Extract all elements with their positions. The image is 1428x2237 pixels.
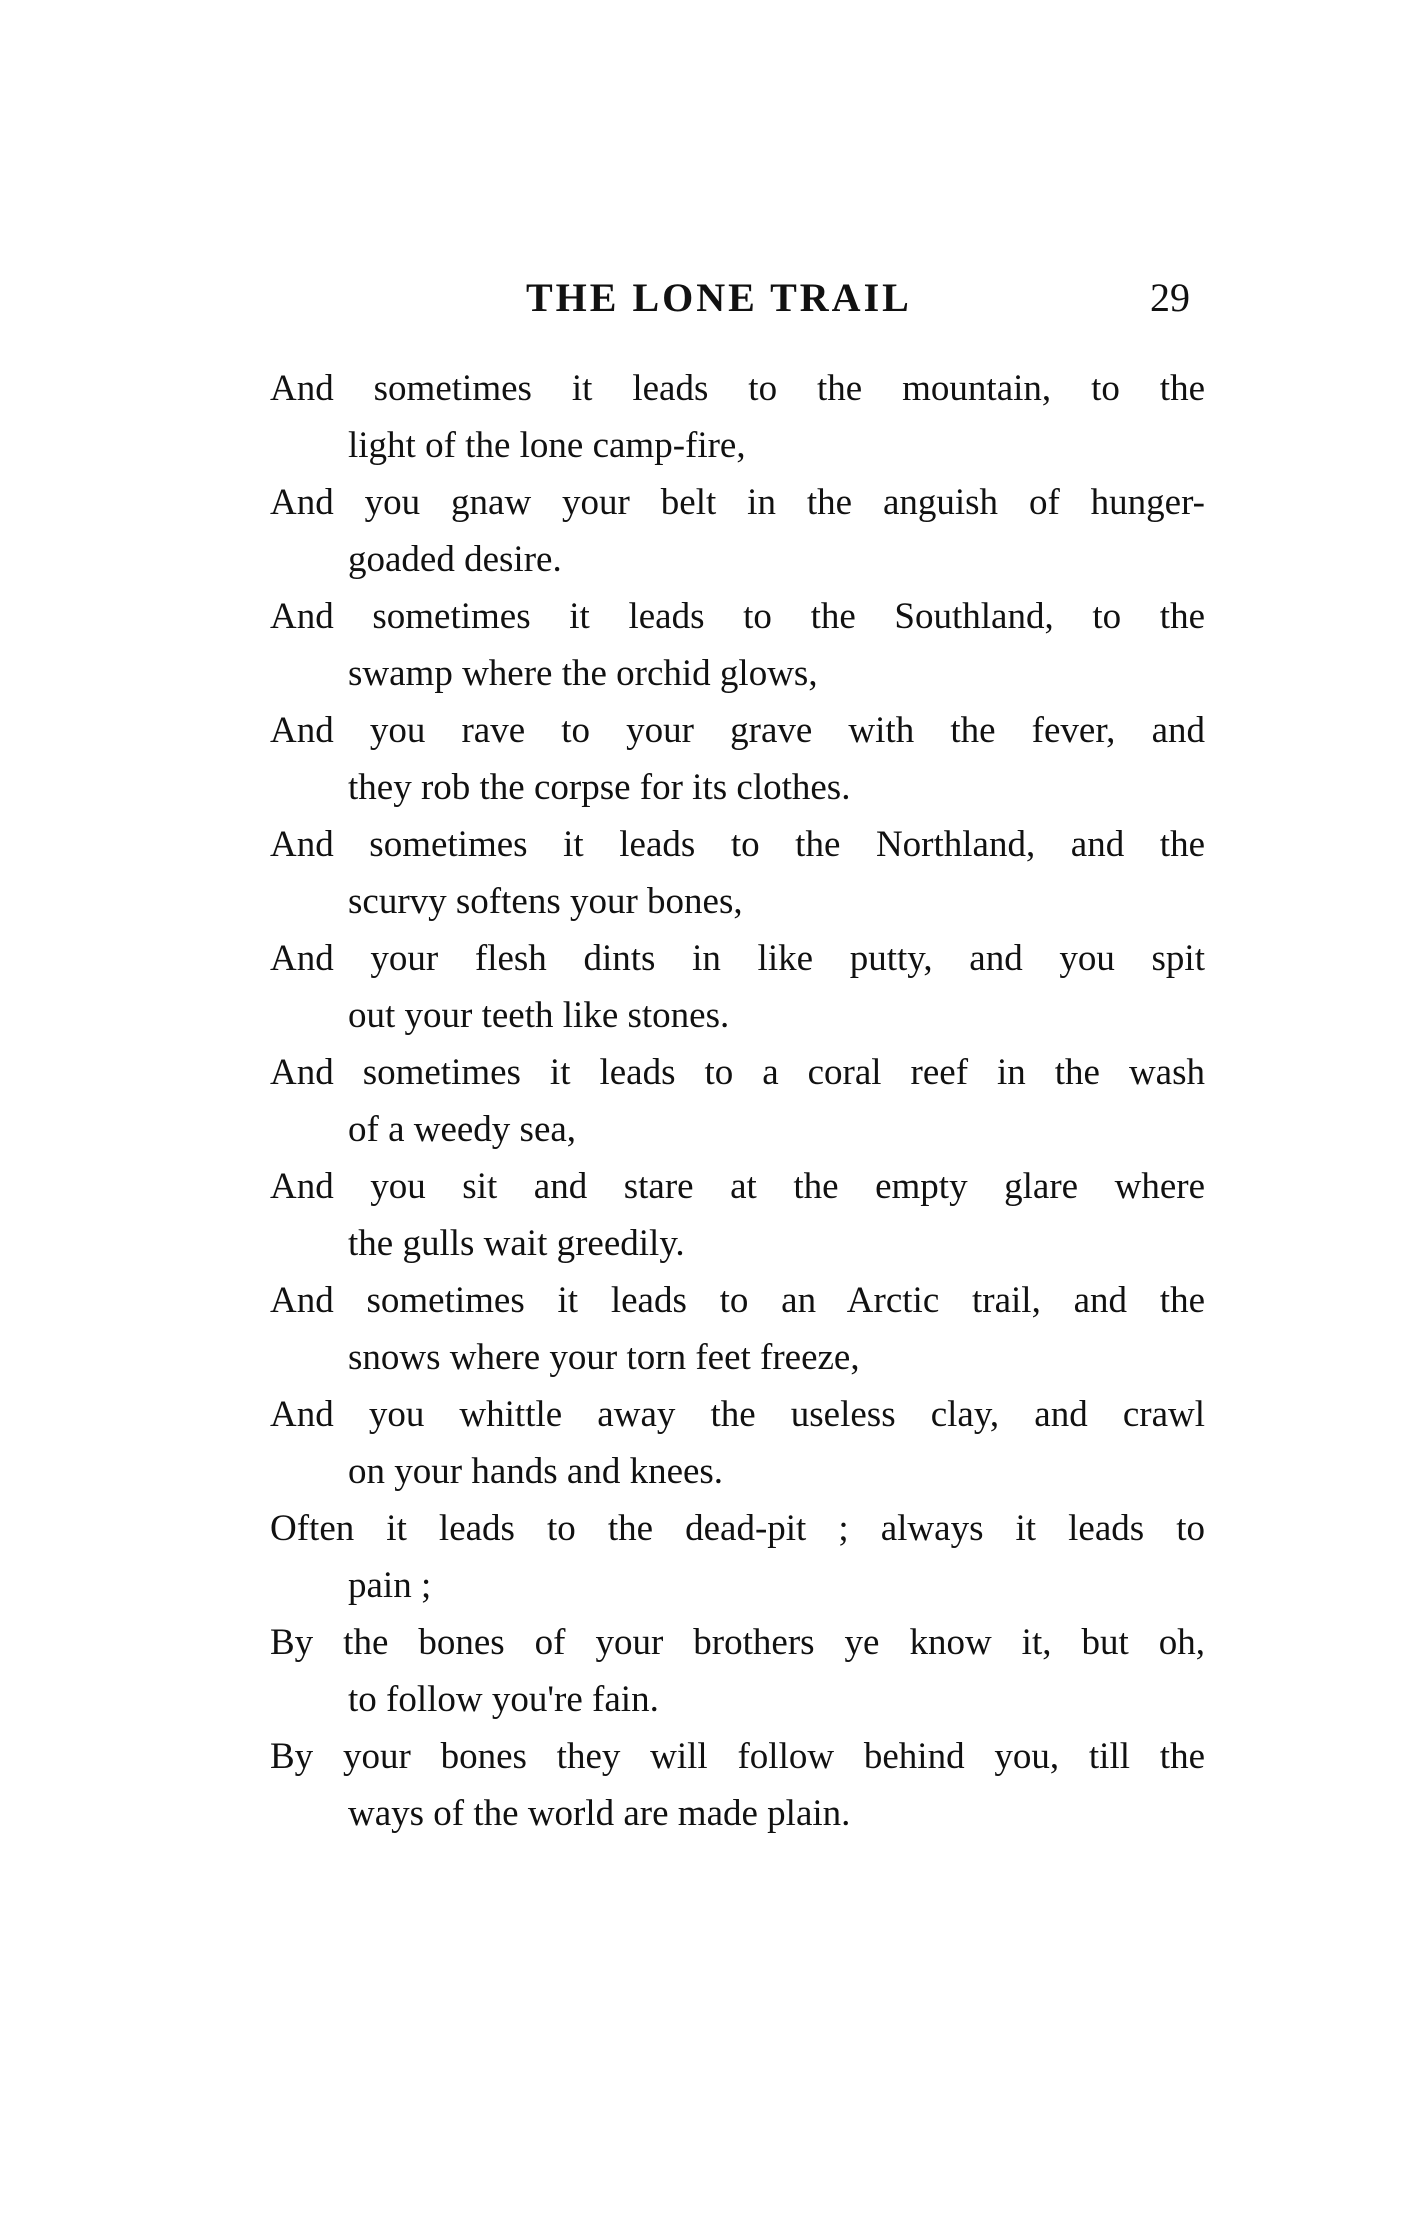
running-title: THE LONE TRAIL [526, 275, 912, 320]
poem-line: And you sit and stare at the empty glare where [270, 1166, 1205, 1207]
poem-line-continuation: light of the lone camp-fire, [348, 425, 746, 466]
poem-line: And sometimes it leads to the mountain, to the [270, 368, 1205, 409]
poem-line-continuation: snows where your torn feet freeze, [348, 1337, 860, 1378]
poem-line-continuation: goaded desire. [348, 539, 562, 580]
poem-line-continuation: pain ; [348, 1565, 432, 1606]
poem-line-continuation: to follow you're fain. [348, 1679, 659, 1720]
poem-line-continuation: the gulls wait greedily. [348, 1223, 685, 1264]
poem-line: And you gnaw your belt in the anguish of hunger- [270, 482, 1205, 523]
poem-line-continuation: out your teeth like stones. [348, 995, 730, 1036]
poem-line-continuation: swamp where the orchid glows, [348, 653, 818, 694]
poem-line: By the bones of your brothers ye know it, but oh, [270, 1622, 1205, 1663]
poem-line: And sometimes it leads to an Arctic trail, and the [270, 1280, 1205, 1321]
poem-line-continuation: of a weedy sea, [348, 1109, 577, 1150]
poem-line: And sometimes it leads to the Northland, and the [270, 824, 1205, 865]
poem-line: And you rave to your grave with the fever, and [270, 710, 1205, 751]
poem-line: And sometimes it leads to the Southland, to the [270, 596, 1205, 637]
poem-line: And you whittle away the useless clay, and crawl [270, 1394, 1205, 1435]
poem-line: By your bones they will follow behind you, till the [270, 1736, 1205, 1777]
poem-line-continuation: they rob the corpse for its clothes. [348, 767, 851, 808]
poem-line: Often it leads to the dead-pit ; always it leads to [270, 1508, 1205, 1549]
poem-body [270, 360, 1205, 1842]
page-header [520, 268, 1190, 328]
poem-line: And your flesh dints in like putty, and you spit [270, 938, 1205, 979]
poem-line-continuation: scurvy softens your bones, [348, 881, 743, 922]
poem-line: And sometimes it leads to a coral reef in the wash [270, 1052, 1205, 1093]
poem-line-continuation: ways of the world are made plain. [348, 1793, 851, 1834]
page-number: 29 [1150, 275, 1190, 320]
poem-line-continuation: on your hands and knees. [348, 1451, 724, 1492]
